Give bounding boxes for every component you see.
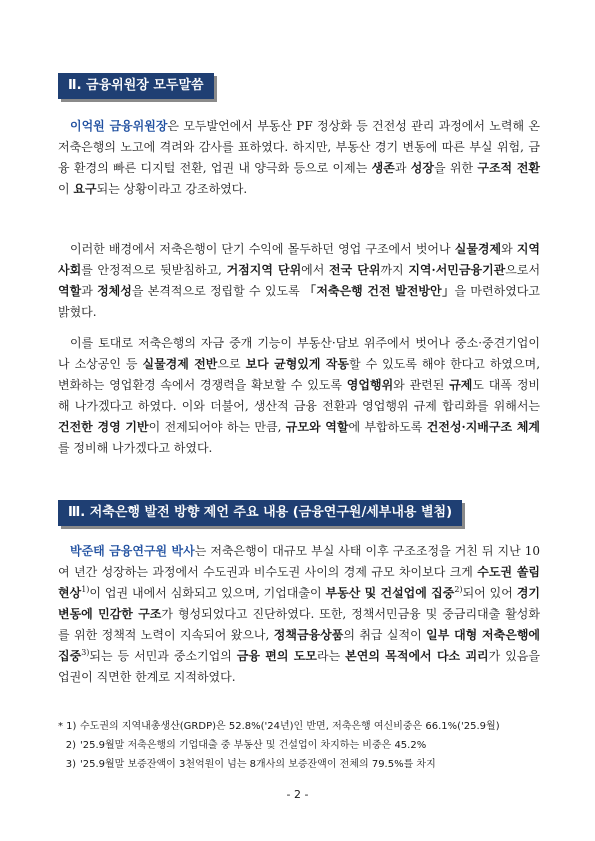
section-title: Ⅱ. 금융위원장 모두말씀 [68, 78, 204, 93]
keyword: 규모와 역할 [285, 420, 349, 434]
text-run: 으로서 [505, 263, 541, 277]
paragraph-research-findings [58, 541, 540, 688]
text-run: 과 [81, 284, 98, 298]
text-run: 되는 등 서민과 중소기업의 [89, 649, 237, 663]
keyword: 금융 편의 도모 [236, 649, 317, 663]
text-run: 와 [501, 242, 517, 256]
footnote-ref: 3) [81, 648, 90, 657]
keyword: 실물경제 전반 [142, 357, 218, 371]
text-run: 는 저축은행이 대규모 부실 사태 이후 구조조정을 거친 뒤 지난 10여 년간 성장하는 과정에서 수도권과 비수도권 사이의 경제 규모 차이보다 크게 [58, 544, 541, 579]
text-run: 에서 [301, 263, 330, 277]
footnotes [58, 717, 540, 774]
text-run: 도 대폭 정비해 나가겠다고 하였다. 이와 더불어, 생산적 금융 전환과 영업행위 규제 합리화를 위해서는 [58, 378, 540, 413]
footnote-1 [58, 717, 540, 736]
text-run: 을 위한 [433, 161, 478, 175]
keyword: 건전한 경영 기반 [58, 420, 149, 434]
text-run: 이를 토대로 저축은행의 자금 중개 기능이 부동산·담보 위주에서 벗어나 중소·중견기업이나 소상공인 등 [58, 336, 540, 371]
text-run: 이 업권 내에서 심화되고 있으며, 기업대출이 [89, 586, 326, 600]
keyword: 부동산 및 건설업에 집중 [325, 586, 455, 600]
page-number: - 2 - [286, 788, 309, 801]
text-run: 가 있음을 업권이 직면한 한계로 지적하였다. [58, 649, 540, 684]
text-run: 은 모두발언에서 부동산 PF 정상화 등 건전성 관리 과정에서 노력해 온 저축은행의 노고에 격려와 감사를 표하였다. 하지만, 부동산 경기 변동에 따른 부실 위험, 금융 환경의 빠른 디지털 전환, 업권 내 양극화 등으로 이제는 [58, 119, 540, 175]
paragraph-policy-direction [58, 333, 540, 459]
keyword: 일부 대형 저축은행에 집중 [58, 628, 541, 663]
footnote-marker: 3) [65, 759, 76, 770]
keyword: 수도권 쏠림 현상 [58, 565, 540, 600]
footnote-text: 수도권의 지역내총생산(GRDP)은 52.8%('24년)인 반면, 저축은행 여신비중은 66.1%('25.9월) [80, 721, 500, 732]
section-header-3 [58, 500, 462, 526]
text-run: 이 [58, 182, 74, 196]
section-title: Ⅲ. 저축은행 발전 방향 제언 주요 내용 (금융연구원/세부내용 별첨) [68, 505, 453, 520]
keyword: 생존 [371, 161, 395, 175]
keyword: 지역사회 [58, 242, 540, 277]
keyword: 전국 단위 [329, 263, 381, 277]
footnote-text: '25.9월말 보증잔액이 3천억원이 넘는 8개사의 보증잔액이 전체의 79.5%를 차지 [80, 759, 436, 770]
text-run: 할 수 있도록 해야 한다고 하였으며, 변화하는 영업환경 속에서 경쟁력을 확보할 수 있도록 [58, 357, 541, 392]
paragraph-chairman-remarks [58, 116, 540, 200]
keyword: 영업행위 [346, 378, 394, 392]
keyword: 역할 [58, 284, 82, 298]
keyword: 보다 균형있게 작동 [245, 357, 350, 371]
keyword: 경기변동에 민감한 구조 [58, 586, 540, 621]
keyword: 구조적 전환 [477, 161, 541, 175]
keyword: 건전성·지배구조 체계 [426, 420, 540, 434]
keyword: 규제 [449, 378, 473, 392]
text-run: 에 부합하도록 [348, 420, 427, 434]
keyword: 지역·서민금융기관 [408, 263, 506, 277]
text-run: 의 취급 실적이 [343, 628, 427, 642]
text-run: 되어 있어 [462, 586, 517, 600]
speaker-name: 이억원 금융위원장 [70, 119, 168, 133]
keyword: 거점지역 단위 [226, 263, 302, 277]
keyword: 정책금융상품 [273, 628, 344, 642]
section-header-2 [58, 73, 214, 99]
speaker-name: 박준태 금융연구원 박사 [70, 544, 195, 558]
footnote-marker: 2) [65, 740, 76, 751]
text-run: 라는 [317, 649, 346, 663]
text-run: 과 [394, 161, 411, 175]
text-run: 되는 상황이라고 강조하였다. [96, 182, 248, 196]
footnote-marker: * 1) [58, 721, 77, 732]
text-run: 를 정비해 나가겠다고 하였다. [58, 441, 213, 455]
text-run: 으로 [217, 357, 246, 371]
text-run: 이러한 배경에서 저축은행이 단기 수익에 몰두하던 영업 구조에서 벗어나 [70, 242, 455, 256]
keyword: 실물경제 [454, 242, 502, 256]
footnote-3 [58, 755, 540, 774]
paragraph-background [58, 239, 540, 323]
keyword: 정체성 [97, 284, 132, 298]
footnote-ref: 1) [81, 585, 90, 594]
text-run: 을 본격적으로 정립할 수 있도록 [131, 284, 304, 298]
text-run: 을 마련하였다고 밝혔다. [58, 284, 540, 319]
footnote-ref: 2) [454, 585, 463, 594]
keyword: 본연의 목적에서 다소 괴리 [345, 649, 489, 663]
footnote-text: '25.9월말 저축은행의 기업대출 중 부동산 및 건설업이 차지하는 비중은 45.2% [80, 740, 427, 751]
text-run: 가 형성되었다고 진단하였다. 또한, 정책서민금융 및 중금리대출 활성화를 위한 정책적 노력이 지속되어 왔으나, [58, 607, 540, 642]
text-run: 와 관련된 [393, 378, 450, 392]
keyword: 성장 [410, 161, 434, 175]
text-run: 이 전제되어야 하는 만큼, [148, 420, 286, 434]
keyword: 요구 [73, 182, 97, 196]
footnote-2 [58, 736, 540, 755]
text-run: 까지 [380, 263, 409, 277]
keyword: 「저축은행 건전 발전방안」 [303, 284, 455, 298]
text-run: 를 안정적으로 뒷받침하고, [81, 263, 227, 277]
